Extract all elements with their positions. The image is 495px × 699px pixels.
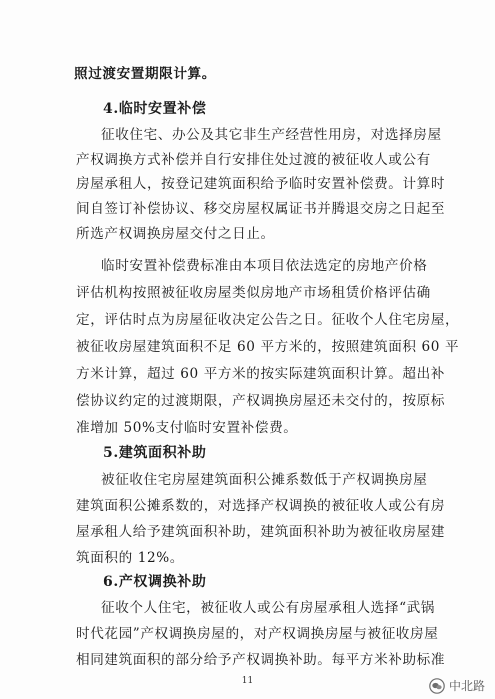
paragraph-line: 方米计算，超过 60 平方米的按实际建筑面积计算。超出补 xyxy=(76,366,445,382)
paragraph-line: 被征收房屋建筑面积不足 60 平方米的，按照建筑面积 60 平 xyxy=(76,339,460,355)
section-heading: 5.建筑面积补助 xyxy=(103,445,207,461)
paragraph-line: 筑面积的 12%。 xyxy=(76,550,184,566)
paragraph-line: 间自签订补偿协议、移交房屋权属证书并腾退交房之日起至 xyxy=(76,201,446,217)
wechat-watermark xyxy=(429,677,485,694)
paragraph-line: 被征收住宅房屋建筑面积公摊系数低于产权调换房屋 xyxy=(101,472,428,488)
paragraph-line: 偿协议约定的过渡期限，产权调换房屋还未交付的，按原标 xyxy=(76,393,446,409)
section-heading: 4.临时安置补偿 xyxy=(103,101,207,117)
wechat-icon xyxy=(429,678,445,694)
paragraph-line: 所选产权调换房屋交付之日止。 xyxy=(76,226,275,242)
paragraph-line: 建筑面积公摊系数的，对选择产权调换的被征收人或公有房 xyxy=(76,498,446,514)
paragraph-line: 照过渡安置期限计算。 xyxy=(74,66,216,82)
paragraph-line: 相同建筑面积的部分给予产权调换补助。每平方米补助标准 xyxy=(76,652,446,668)
paragraph-line: 定，评估时点为房屋征收决定公告之日。征收个人住宅房屋， xyxy=(76,312,460,328)
page-number: 11 xyxy=(241,676,254,686)
paragraph-line: 房屋承租人，按登记建筑面积给予临时安置补偿费。计算时 xyxy=(76,176,446,192)
paragraph-line: 征收住宅、办公及其它非生产经营性用房，对选择房屋 xyxy=(101,127,442,143)
paragraph-line: 产权调换方式补偿并自行安排住处过渡的被征收人或公有 xyxy=(76,152,431,168)
paragraph-line: 评估机构按照被征收房屋类似房地产市场租赁价格评估确 xyxy=(76,285,431,301)
paragraph-line: 临时安置补偿费标准由本项目依法选定的房地产价格 xyxy=(101,258,428,274)
paragraph-line: 征收个人住宅，被征收人或公有房屋承租人选择“武锅 xyxy=(101,600,436,616)
paragraph-line: 准增加 50%支付临时安置补偿费。 xyxy=(76,420,298,436)
paragraph-line: 屋承租人给予建筑面积补助，建筑面积补助为被征收房屋建 xyxy=(76,524,446,540)
watermark-label: 中北路 xyxy=(448,679,485,693)
paragraph-line: 时代花园”产权调换房屋的，对产权调换房屋与被征收房屋 xyxy=(76,626,439,642)
section-heading: 6.产权调换补助 xyxy=(103,574,207,590)
